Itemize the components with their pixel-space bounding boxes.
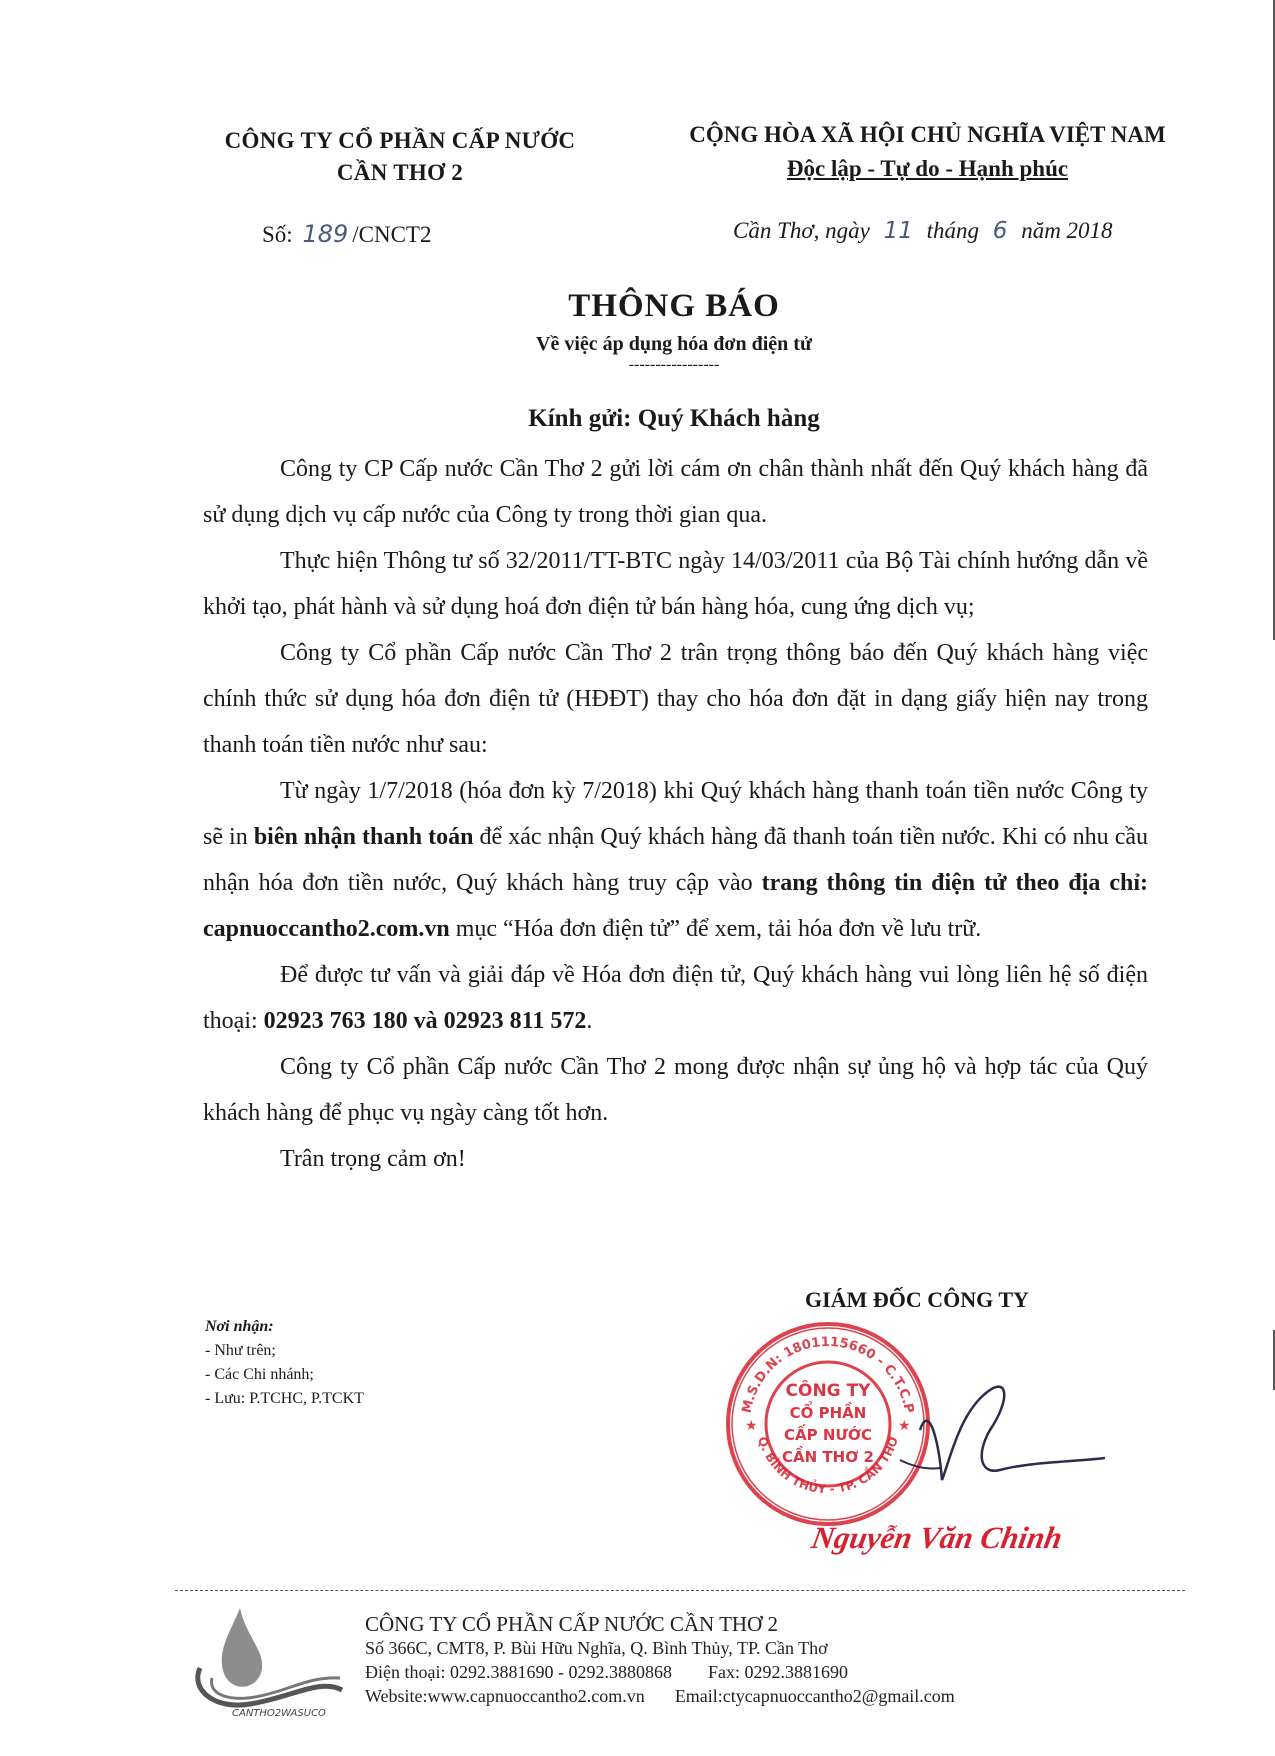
signer-name: Nguyễn Văn Chinh (809, 1520, 1066, 1555)
nation-motto: Độc lập - Tự do - Hạnh phúc (786, 156, 1069, 181)
paragraph-thanks: Công ty CP Cấp nước Cần Thơ 2 gửi lời cám ơn chân thành nhất đến Quý khách hàng đã sử dụng dịch vụ cấp nước của Công ty trong thời gian qua. (203, 456, 1148, 528)
doc-number-handwritten: 189 (302, 220, 349, 248)
company-name-line2: CẦN THƠ 2 (336, 160, 464, 185)
paragraph-circular: Thực hiện Thông tư số 32/2011/TT-BTC ngày 14/03/2011 của Bộ Tài chính hướng dẫn về khởi tạo, phát hành và sử dụng hoá đơn điện tử bán hàng hóa, cung ứng dịch vụ; (203, 548, 1148, 620)
recipient-item: - Các Chi nhánh; (205, 1366, 314, 1383)
footer-phone: Điện thoại: 0292.3881690 - 0292.3880868 (365, 1662, 672, 1682)
details-text-2: để xác nhận Quý khách hàng đã thanh toán tiền nước. Khi có nhu cầu nhận hóa đơn tiền nước, Quý khách hàng truy cập vào (203, 824, 1149, 896)
footer-phones (365, 1660, 955, 1684)
contact-end: . (586, 1008, 593, 1034)
paragraph-contact (203, 952, 1148, 1044)
seal-center-line3: CẤP NƯỚC (783, 1426, 873, 1444)
document-subtitle: Về việc áp dụng hóa đơn điện tử (536, 333, 812, 355)
company-name-line1: CÔNG TY CỔ PHẦN CẤP NƯỚC (224, 128, 576, 153)
footer-address: Số 366C, CMT8, P. Bùi Hữu Nghĩa, Q. Bình Thủy, TP. Cần Thơ (365, 1638, 828, 1658)
document-date (733, 218, 1113, 244)
date-prefix: Cần Thơ, ngày (733, 218, 870, 243)
paragraph-closing: Trân trọng cảm ơn! (280, 1146, 466, 1172)
footer-divider (175, 1590, 1185, 1591)
receipt-emphasis: biên nhận thanh toán (253, 824, 474, 850)
date-month-label: tháng (926, 218, 980, 243)
date-month: 6 (992, 218, 1008, 244)
contact-phones: 02923 763 180 và 02923 811 572 (263, 1008, 587, 1034)
logo-text: CANTHO2WASUCO (232, 1708, 326, 1718)
recipient-item: - Như trên; (205, 1342, 276, 1359)
greeting: Kính gửi: Quý Khách hàng (528, 405, 820, 432)
seal-star-left: ★ (745, 1419, 758, 1434)
seal-ring-bottom: Q. BÌNH THỦY - TP. CẦN THƠ (755, 1434, 902, 1497)
seal-ring-top: M.S.D.N: 1801115660 - C.T.C.P (739, 1334, 917, 1415)
signature-title: GIÁM ĐỐC CÔNG TY (805, 1287, 1029, 1312)
doc-number-prefix: Số: (262, 222, 293, 247)
footer-info (365, 1612, 955, 1708)
footer-email[interactable]: Email:ctycapnuoccantho2@gmail.com (674, 1686, 955, 1706)
website-emphasis: trang thông tin điện tử theo địa chỉ: capnuoccantho2.com.vn (203, 870, 1148, 942)
handwritten-signature (880, 1370, 1110, 1500)
seal-center-line2: CỔ PHẦN (789, 1404, 867, 1422)
details-text-3: mục “Hóa đơn điện tử” để xem, tải hóa đơn về lưu trữ. (449, 916, 982, 942)
details-text-1: Từ ngày 1/7/2018 (hóa đơn kỳ 7/2018) khi Quý khách hàng thanh toán tiền nước Công ty sẽ in (203, 778, 1148, 850)
doc-number-suffix: /CNCT2 (352, 222, 432, 247)
date-day: 11 (883, 218, 913, 244)
footer-website[interactable]: Website:www.capnuoccantho2.com.vn (365, 1686, 645, 1706)
seal-star-right: ★ (898, 1419, 911, 1434)
date-year: năm 2018 (1021, 218, 1113, 243)
document-title: THÔNG BÁO (568, 288, 780, 324)
footer-company: CÔNG TY CỔ PHẦN CẤP NƯỚC CẦN THƠ 2 (365, 1612, 779, 1636)
recipients-label: Nơi nhận: (205, 1318, 274, 1335)
paragraph-details (203, 768, 1148, 952)
nation-title: CỘNG HÒA XÃ HỘI CHỦ NGHĨA VIỆT NAM (689, 122, 1166, 147)
footer-web (365, 1684, 955, 1708)
footer-fax: Fax: 0292.3881690 (707, 1662, 848, 1682)
recipients-block (205, 1315, 364, 1411)
body-content (203, 446, 1148, 1182)
contact-text: Để được tư vấn và giải đáp về Hóa đơn điện tử, Quý khách hàng vui lòng liên hệ số điện thoại: (203, 962, 1148, 1034)
company-logo (180, 1598, 348, 1718)
recipient-item: - Lưu: P.TCHC, P.TCKT (205, 1390, 364, 1407)
seal-center-line4: CẦN THƠ 2 (782, 1448, 874, 1466)
paragraph-announcement: Công ty Cổ phần Cấp nước Cần Thơ 2 trân trọng thông báo đến Quý khách hàng việc chính thức sử dụng hóa đơn điện tử (HĐĐT) thay cho hóa đơn đặt in dạng giấy hiện nay trong thanh toán tiền nước như sau: (203, 640, 1148, 758)
title-separator: ----------------- (628, 356, 720, 373)
seal-center-line1: CÔNG TY (785, 1381, 871, 1401)
paragraph-support: Công ty Cổ phần Cấp nước Cần Thơ 2 mong được nhận sự ủng hộ và hợp tác của Quý khách hàng để phục vụ ngày càng tốt hơn. (203, 1054, 1148, 1126)
document-number (262, 220, 431, 248)
